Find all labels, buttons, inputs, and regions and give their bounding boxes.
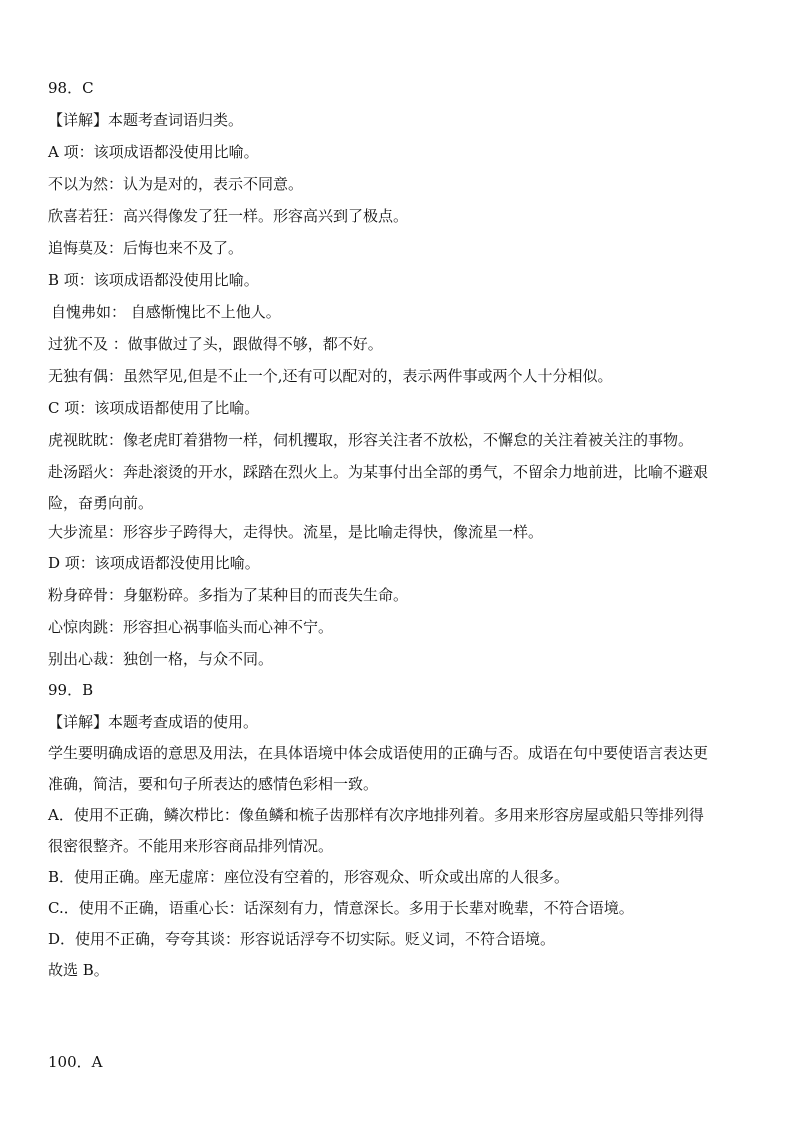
option-c-analysis: C.．使用不正确，语重心长：话深刻有力，情意深长。多用于长辈对晚辈，不符合语境。: [48, 899, 634, 917]
option-d-summary: D 项：该项成语都没使用比喻。: [48, 554, 260, 572]
option-c-summary: C 项：该项成语都使用了比喻。: [48, 399, 260, 417]
option-b-analysis: B．使用正确。座无虚席：座位没有空着的，形容观众、听众或出席的人很多。: [48, 868, 570, 886]
idiom-definition: 虎视眈眈：像老虎盯着猎物一样，伺机攫取，形容关注者不放松，不懈怠的关注着被关注的事物。: [48, 431, 694, 449]
answer-100-heading: 100．A: [48, 1053, 103, 1071]
idiom-definition: 别出心裁：独创一格，与众不同。: [48, 650, 274, 668]
idiom-definition: 不以为然：认为是对的，表示不同意。: [48, 175, 304, 193]
detail-98-title: 【详解】本题考查词语归类。: [48, 111, 244, 129]
idiom-definition: 过犹不及 ：做事做过了头，跟做得不够，都不好。: [48, 335, 383, 353]
idiom-definition: 赴汤蹈火：奔赴滚烫的开水，踩踏在烈火上。为某事付出全部的勇气，不留余力地前进，比喻不避艰: [48, 463, 709, 481]
answer-99-heading: 99．B: [48, 681, 94, 699]
idiom-definition: 追悔莫及：后悔也来不及了。: [48, 239, 244, 257]
idiom-definition: 粉身碎骨：身躯粉碎。多指为了某种目的而丧失生命。: [48, 586, 409, 604]
idiom-definition: 自愧弗如： 自感惭愧比不上他人。: [51, 303, 281, 321]
option-a-summary: A 项：该项成语都没使用比喻。: [48, 143, 259, 161]
option-a-analysis: A．使用不正确，鳞次栉比：像鱼鳞和梳子齿那样有次序地排列着。多用来形容房屋或船只等排列得: [48, 806, 704, 824]
explanation-text: 学生要明确成语的意思及用法，在具体语境中体会成语使用的正确与否。成语在句中要使语言表达更: [48, 744, 709, 762]
idiom-definition: 大步流星：形容步子跨得大，走得快。流星，是比喻走得快，像流星一样。: [48, 523, 544, 541]
option-b-summary: B 项：该项成语都没使用比喻。: [48, 271, 259, 289]
explanation-text-cont: 准确，简洁，要和句子所表达的感情色彩相一致。: [48, 775, 379, 793]
detail-99-title: 【详解】本题考查成语的使用。: [48, 713, 259, 731]
final-answer: 故选 B。: [48, 961, 109, 979]
idiom-definition: 心惊肉跳：形容担心祸事临头而心神不宁。: [48, 618, 334, 636]
option-d-analysis: D．使用不正确，夸夸其谈：形容说话浮夸不切实际。贬义词，不符合语境。: [48, 930, 556, 948]
option-a-analysis-cont: 很密很整齐。不能用来形容商品排列情况。: [48, 837, 334, 855]
idiom-definition-cont: 险，奋勇向前。: [48, 494, 154, 512]
answer-98-heading: 98．C: [48, 79, 94, 97]
idiom-definition: 无独有偶：虽然罕见,但是不止一个,还有可以配对的，表示两件事或两个人十分相似。: [48, 367, 613, 385]
idiom-definition: 欣喜若狂：高兴得像发了狂一样。形容高兴到了极点。: [48, 207, 409, 225]
